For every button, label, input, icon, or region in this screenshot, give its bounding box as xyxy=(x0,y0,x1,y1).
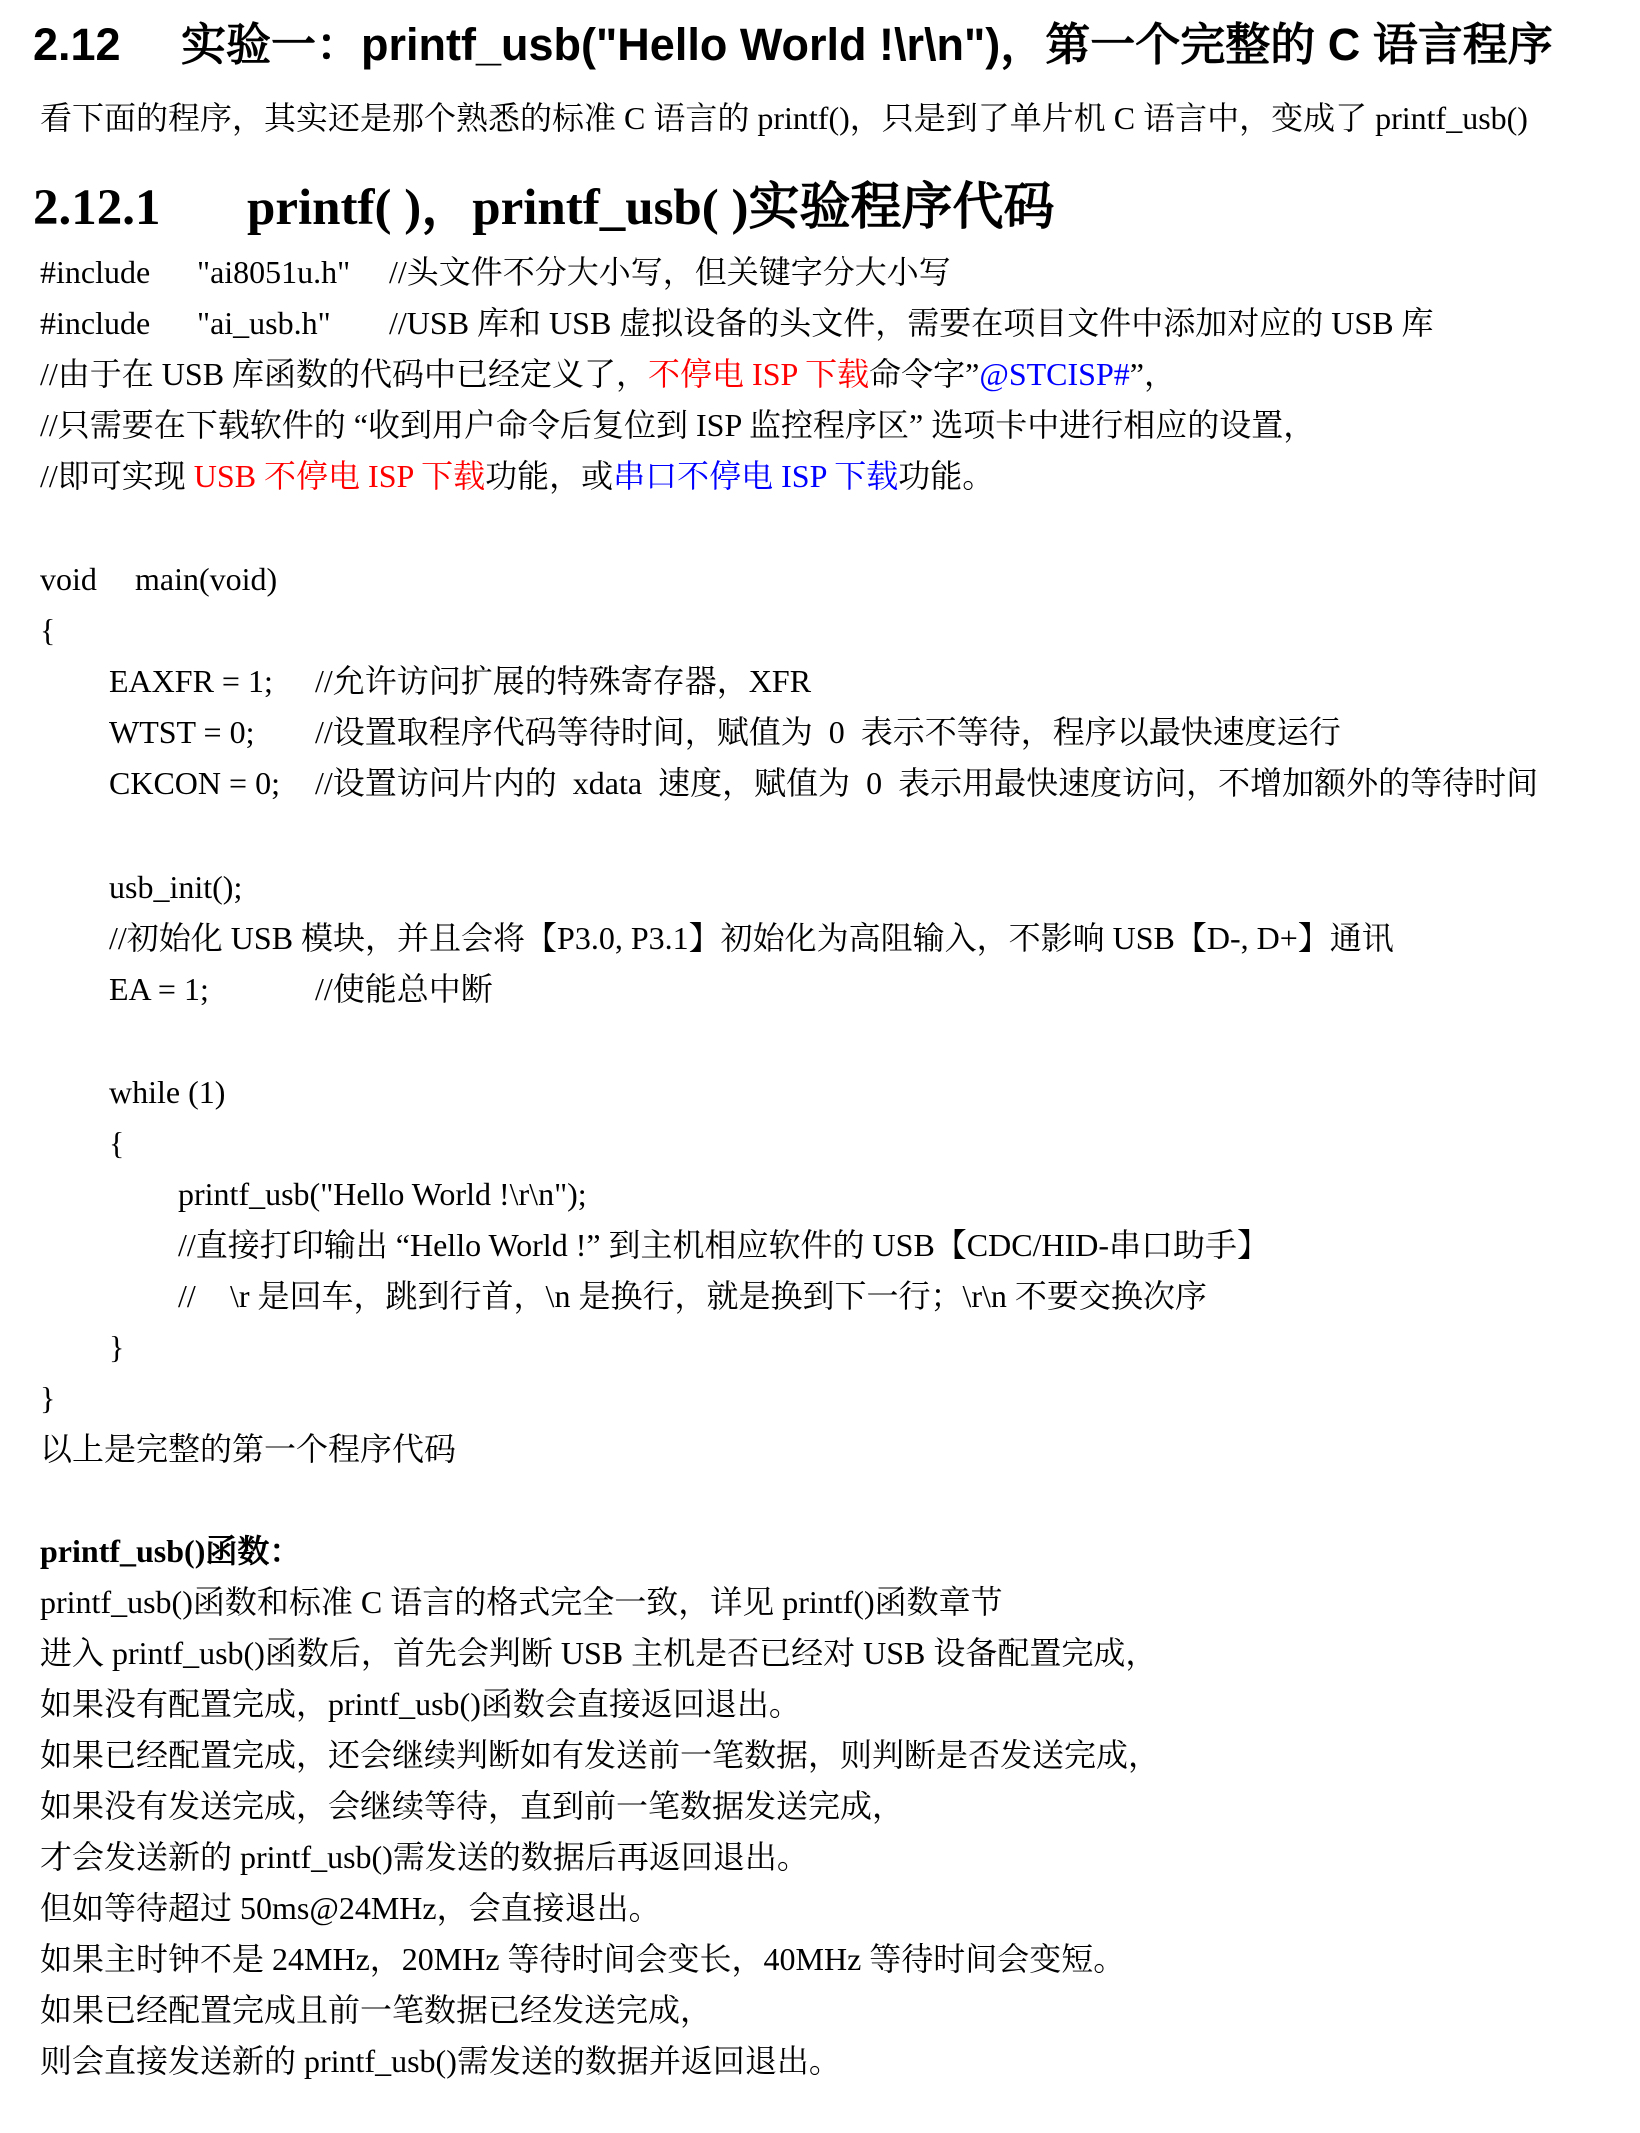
code-filename: "ai8051u.h" xyxy=(197,254,351,290)
code-comment: // xyxy=(178,1278,196,1314)
function-paragraph-line: 如果没有配置完成，printf_usb()函数会直接返回退出。 xyxy=(40,1686,801,1722)
code-line-brace-close: } xyxy=(40,1380,56,1416)
code-line-printf-comment-2 xyxy=(178,1276,1207,1316)
function-paragraph-line: 则会直接发送新的 printf_usb()需发送的数据并返回退出。 xyxy=(40,2043,841,2079)
subsection-heading xyxy=(33,165,1055,239)
function-paragraph-line: 如果没有发送完成，会继续等待，直到前一笔数据发送完成， xyxy=(40,1788,905,1824)
code-statement: EA = 1; xyxy=(109,971,209,1007)
code-keyword: #include xyxy=(40,254,151,290)
code-line-comment-4: //只需要在下载软件的 “收到用户命令后复位到 ISP 监控程序区” 选项卡中进行相应的设置， xyxy=(40,407,1316,443)
code-line-include-1 xyxy=(40,252,951,292)
intro-paragraph: 看下面的程序，其实还是那个熟悉的标准 C 语言的 printf()，只是到了单片机 C 语言中，变成了 printf_usb() xyxy=(40,100,1528,136)
code-comment: //即可实现 xyxy=(40,458,194,494)
code-comment: //使能总中断 xyxy=(315,971,493,1007)
section-heading xyxy=(33,8,1553,73)
highlight-blue: 串口不停电 ISP 下载 xyxy=(613,458,899,494)
code-statement: WTST = 0; xyxy=(109,714,255,750)
code-line-usb-init: usb_init(); xyxy=(109,869,243,905)
code-line-while: while (1) xyxy=(109,1074,226,1110)
section-number: 2.12 xyxy=(33,19,121,70)
code-line-printf-call: printf_usb("Hello World !\r\n"); xyxy=(178,1176,587,1212)
function-paragraph-line: 如果主时钟不是 24MHz，20MHz 等待时间会变长，40MHz 等待时间会变短。 xyxy=(40,1941,1126,1977)
code-line-while-open: { xyxy=(109,1125,125,1161)
code-comment: //设置访问片内的 xdata 速度，赋值为 0 表示用最快速度访问，不增加额外的等待时间 xyxy=(315,765,1539,801)
code-line-usb-comment: //初始化 USB 模块，并且会将【P3.0, P3.1】初始化为高阻输入，不影响 USB【D-, D+】通讯 xyxy=(109,920,1394,956)
code-keyword: void xyxy=(40,561,97,597)
function-paragraph-line: 但如等待超过 50ms@24MHz，会直接退出。 xyxy=(40,1890,661,1926)
highlight-red: USB 不停电 ISP 下载 xyxy=(193,458,486,494)
code-comment: //设置取程序代码等待时间，赋值为 0 表示不等待，程序以最快速度运行 xyxy=(315,714,1341,750)
code-statement: CKCON = 0; xyxy=(109,765,280,801)
code-filename: "ai_usb.h" xyxy=(197,305,331,341)
function-heading: printf_usb()函数： xyxy=(40,1533,302,1569)
code-comment: //允许访问扩展的特殊寄存器，XFR xyxy=(315,663,812,699)
function-paragraph-line: 才会发送新的 printf_usb()需发送的数据后再返回退出。 xyxy=(40,1839,809,1875)
code-line-include-2 xyxy=(40,303,1434,343)
code-comment: ”， xyxy=(1129,356,1176,392)
code-line-main-signature xyxy=(40,559,277,599)
code-line-printf-comment-1: //直接打印输出 “Hello World !” 到主机相应软件的 USB【CDC/HID-串口助手】 xyxy=(178,1227,1270,1263)
subsection-number: 2.12.1 xyxy=(33,180,161,236)
code-keyword: #include xyxy=(40,305,151,341)
code-line-eaxfr xyxy=(109,661,811,701)
function-paragraph-line: 如果已经配置完成，还会继续判断如有发送前一笔数据，则判断是否发送完成， xyxy=(40,1737,1161,1773)
function-paragraph-line: 如果已经配置完成且前一笔数据已经发送完成， xyxy=(40,1992,713,2028)
code-comment: 功能。 xyxy=(898,458,995,494)
code-line-comment-5 xyxy=(40,456,994,496)
code-line-while-close: } xyxy=(109,1329,125,1365)
highlight-blue: @STCISP# xyxy=(979,356,1130,392)
code-line-comment-3 xyxy=(40,354,1176,394)
code-comment: 命令字” xyxy=(869,356,980,392)
code-function: main(void) xyxy=(135,561,278,597)
code-line-ckcon xyxy=(109,763,1538,803)
highlight-red: 不停电 ISP 下载 xyxy=(648,356,870,392)
after-code-text: 以上是完整的第一个程序代码 xyxy=(40,1431,457,1467)
subsection-title: printf( )，printf_usb( )实验程序代码 xyxy=(247,180,1055,236)
code-comment: 功能，或 xyxy=(485,458,614,494)
code-line-wtst xyxy=(109,712,1341,752)
code-line-brace-open: { xyxy=(40,612,56,648)
code-comment: //头文件不分大小写，但关键字分大小写 xyxy=(389,254,951,290)
function-paragraph-line: printf_usb()函数和标准 C 语言的格式完全一致，详见 printf()函数章节 xyxy=(40,1584,1003,1620)
code-comment: //由于在 USB 库函数的代码中已经定义了， xyxy=(40,356,649,392)
function-paragraph-line: 进入 printf_usb()函数后，首先会判断 USB 主机是否已经对 USB 设备配置完成， xyxy=(40,1635,1158,1671)
code-statement: EAXFR = 1; xyxy=(109,663,273,699)
code-comment: //USB 库和 USB 虚拟设备的头文件，需要在项目文件中添加对应的 USB 库 xyxy=(389,305,1434,341)
code-comment: \r 是回车，跳到行首，\n 是换行，就是换到下一行；\r\n 不要交换次序 xyxy=(230,1278,1207,1314)
code-line-ea xyxy=(109,969,493,1009)
section-title: 实验一：printf_usb("Hello World !\r\n")，第一个完整的 C 语言程序 xyxy=(181,19,1553,70)
